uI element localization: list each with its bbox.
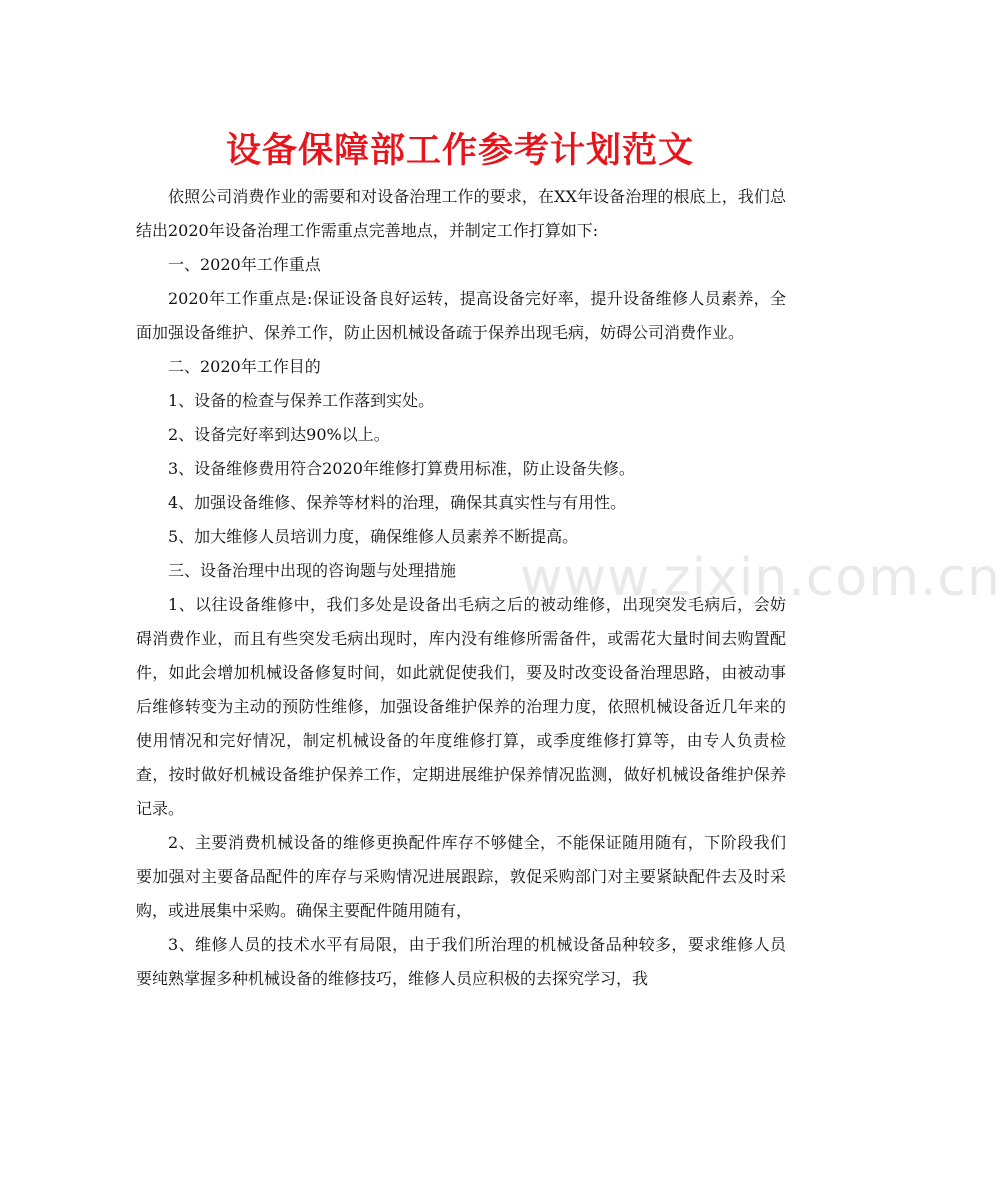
list-item-goal-4: 4、加强设备维修、保养等材料的治理，确保其真实性与有用性。 — [168, 493, 627, 512]
heading-section-2: 二、2020年工作目的 — [168, 357, 321, 376]
paragraph-measure-2: 2、主要消费机械设备的维修更换配件库存不够健全，不能保证随用随有，下阶段我们要加强对主要备品配件的库存与采购情况进展跟踪，敦促采购部门对主要紧缺配件去及时采购，或进展集中采购。确保主要配件随用随有， — [136, 833, 786, 920]
document-title: 设备保障部工作参考计划范文 — [225, 131, 694, 171]
watermark: www.zixin.com.cn — [520, 548, 1001, 608]
document-body — [136, 180, 786, 996]
paragraph-intro: 依照公司消费作业的需要和对设备治理工作的要求，在XX年设备治理的根底上，我们总结出2020年设备治理工作需重点完善地点，并制定工作打算如下: — [136, 187, 786, 240]
paragraph-measure-1: 1、以往设备维修中，我们多处是设备出毛病之后的被动维修，出现突发毛病后，会妨碍消费作业，而且有些突发毛病出现时，库内没有维修所需备件，或需花大量时间去购置配件，如此会增加机械设备修复时间，如此就促使我们，要及时改变设备治理思路，由被动事后维修转变为主动的预防性维修，加强设备维护保养的治理力度，依照机械设备近几年来的使用情况和完好情况，制定机械设备的年度维修打算，或季度维修打算等，由专人负责检查，按时做好机械设备维护保养工作，定期进展维护保养情况监测，做好机械设备维护保养记录。 — [136, 595, 786, 818]
list-item-goal-2: 2、设备完好率到达90%以上。 — [168, 425, 390, 444]
heading-section-1: 一、2020年工作重点 — [168, 255, 321, 274]
list-item-goal-5: 5、加大维修人员培训力度，确保维修人员素养不断提高。 — [168, 527, 579, 546]
paragraph-measure-3: 3、维修人员的技术水平有局限，由于我们所治理的机械设备品种较多，要求维修人员要纯熟掌握多种机械设备的维修技巧，维修人员应积极的去探究学习，我 — [136, 935, 786, 988]
list-item-goal-3: 3、设备维修费用符合2020年维修打算费用标准，防止设备失修。 — [168, 459, 635, 478]
paragraph-key-points: 2020年工作重点是:保证设备良好运转，提高设备完好率，提升设备维修人员素养，全面加强设备维护、保养工作，防止因机械设备疏于保养出现毛病，妨碍公司消费作业。 — [136, 289, 786, 342]
heading-section-3: 三、设备治理中出现的咨询题与处理措施 — [168, 561, 457, 580]
list-item-goal-1: 1、设备的检查与保养工作落到实处。 — [168, 391, 435, 410]
